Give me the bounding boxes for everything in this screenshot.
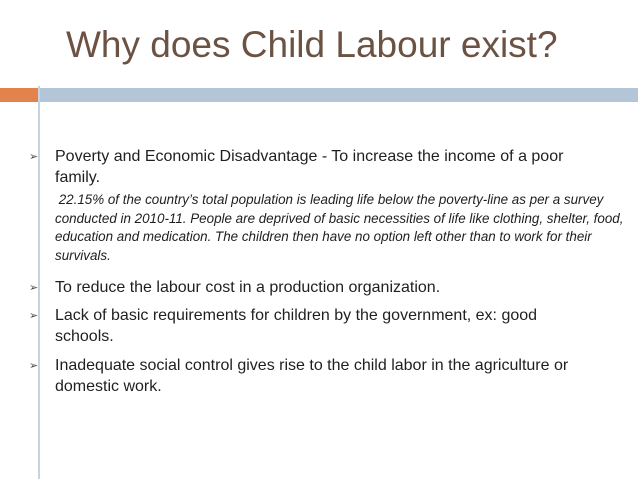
arrow-bullet-icon: ➢	[29, 281, 39, 294]
arrow-bullet-icon: ➢	[29, 150, 39, 163]
title-divider	[0, 86, 638, 106]
bullet-subtext: 22.15% of the country’s total population is leading life below the poverty-line as per a survey conducted in 2010-11. People are deprived of basic necessities of life like clothing, shelter, food, education and medication. The children then have no option left other than to work for their survivals.	[55, 192, 624, 263]
arrow-bullet-icon: ➢	[29, 359, 39, 372]
divider-orange-block	[0, 88, 38, 102]
bullet-text: Inadequate social control gives rise to the child labor in the agriculture or domestic work.	[55, 357, 569, 395]
divider-blue-bar	[40, 88, 638, 102]
left-vertical-rule	[38, 86, 40, 479]
bullet-text: Lack of basic requirements for children by the government, ex: good schools.	[55, 307, 538, 345]
slide-title: Why does Child Labour exist?	[66, 24, 558, 65]
bullet-text: Poverty and Economic Disadvantage - To increase the income of a poor family.	[55, 148, 564, 186]
bullet-text: To reduce the labour cost in a production organization.	[55, 279, 441, 296]
arrow-bullet-icon: ➢	[29, 309, 39, 322]
